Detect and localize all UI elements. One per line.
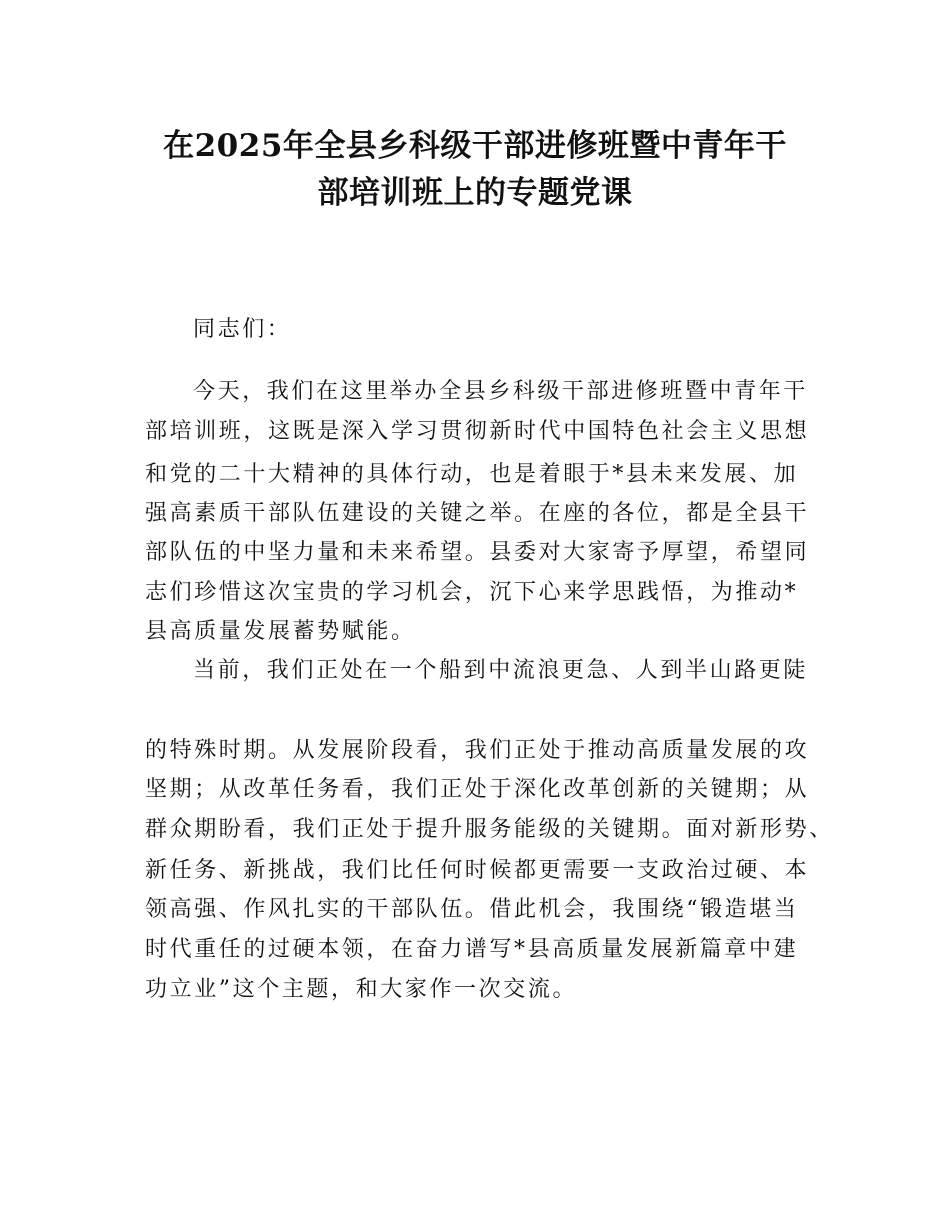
document-title-line-2: 部培训班上的专题党课 [317, 175, 633, 211]
paragraph-line: 功立业”这个主题，和大家作一次交流。 [145, 977, 578, 1002]
paragraph-line: 时代重任的过硬本领，在奋力谱写*县高质量发展新篇章中建 [145, 937, 799, 962]
paragraph-line: 新任务、新挑战，我们比任何时候都更需要一支政治过硬、本 [145, 858, 810, 883]
paragraph-line: 群众期盼看，我们正处于提升服务能级的关键期。面对新形势、 [145, 817, 834, 842]
paragraph-line: 强高素质干部队伍建设的关键之举。在座的各位，都是全县干 [145, 501, 810, 526]
document-title-line-1: 在2025年全县乡科级干部进修班暨中青年干 [163, 128, 787, 164]
paragraph-line: 志们珍惜这次宝贵的学习机会，沉下心来学思践悟，为推动* [145, 580, 799, 605]
paragraph-line: 部队伍的中坚力量和未来希望。县委对大家寄予厚望，希望同 [145, 540, 810, 565]
paragraph-line: 领高强、作风扎实的干部队伍。借此机会，我围绕“锻造堪当 [145, 897, 799, 922]
paragraph-line: 当前，我们正处在一个船到中流浪更急、人到半山路更陡 [193, 658, 809, 683]
paragraph-line: 和党的二十大精神的具体行动，也是着眼于*县未来发展、加 [145, 462, 799, 487]
paragraph-line: 的特殊时期。从发展阶段看，我们正处于推动高质量发展的攻 [145, 738, 810, 763]
paragraph-line: 坚期；从改革任务看，我们正处于深化改革创新的关键期；从 [145, 777, 810, 802]
paragraph-line: 县高质量发展蓄势赋能。 [145, 619, 416, 644]
paragraph-line: 部培训班，这既是深入学习贯彻新时代中国特色社会主义思想 [145, 419, 810, 444]
salutation: 同志们： [193, 317, 292, 342]
paragraph-line: 今天，我们在这里举办全县乡科级干部进修班暨中青年干 [193, 379, 809, 404]
